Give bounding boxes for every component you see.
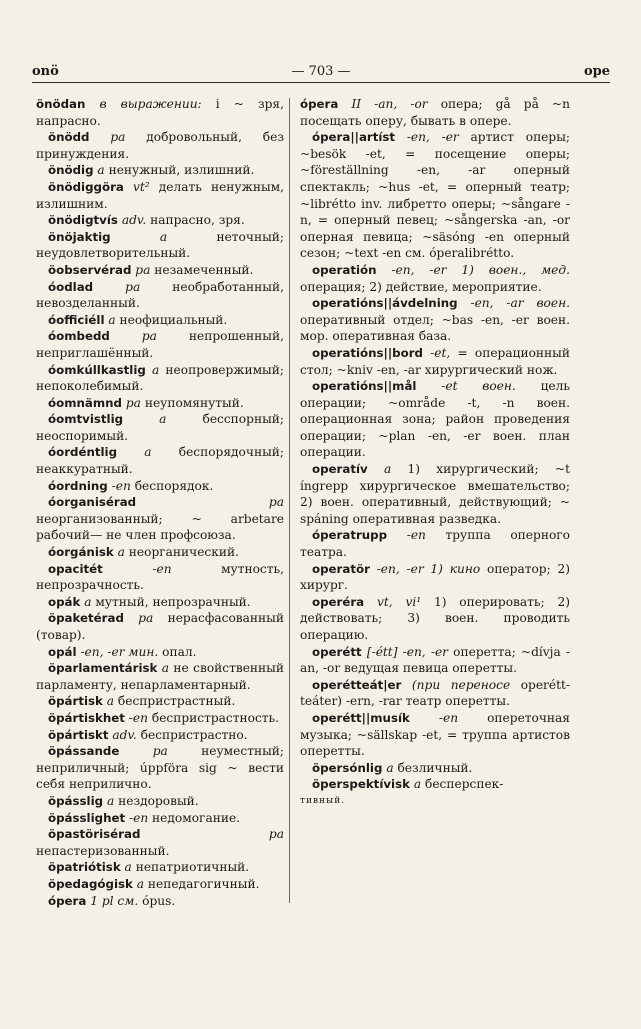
grammar-label: -en, -er 1) кино	[376, 561, 481, 576]
dictionary-entry	[300, 561, 570, 594]
grammar-label: pa	[110, 130, 126, 145]
definition: недомогание.	[148, 810, 241, 825]
dictionary-entry	[36, 162, 284, 179]
definition: беспристрастно.	[136, 727, 248, 742]
headword: operatív	[312, 462, 368, 477]
headword: óofficiéll	[48, 312, 105, 327]
headword: operatións||bord	[312, 345, 423, 360]
headword: önödiggöra	[48, 179, 124, 194]
dictionary-entry	[36, 129, 284, 162]
definition: опереточная музыка; ~sällskap -et, = труппа артистов оперетты.	[300, 710, 570, 759]
dictionary-entry	[300, 527, 570, 560]
headword: operétt||musík	[312, 710, 410, 725]
grammar-label: pa	[152, 744, 168, 759]
grammar-label: a	[159, 229, 168, 244]
definition: оперетта; ~dívja -an, -or ведущая певица оперетты.	[300, 644, 570, 676]
dictionary-entry	[36, 561, 284, 594]
definition: оператор; 2) хирург.	[300, 561, 570, 593]
grammar-label: -en	[128, 710, 148, 725]
grammar-label: a	[124, 860, 132, 875]
dictionary-entry	[36, 693, 284, 710]
dictionary-entry	[300, 96, 570, 129]
dictionary-entry	[36, 644, 284, 661]
headword: ópera||artíst	[312, 130, 396, 145]
grammar-label: a	[117, 545, 125, 560]
dictionary-entry	[36, 395, 284, 412]
definition: труппа оперного театра.	[300, 528, 571, 560]
headword: óomkúllkastlig	[48, 362, 146, 377]
headword: óorgánisk	[48, 545, 114, 560]
headword: óodlad	[48, 279, 94, 294]
dictionary-entry	[36, 229, 284, 262]
grammar-label: a	[161, 661, 170, 676]
headword: öpártiskt	[48, 727, 109, 742]
dictionary-entry	[300, 378, 570, 461]
definition: неорганизованный; ~ arbetare рабочий— не член профсоюза.	[36, 511, 284, 543]
headword: öpaketérad	[48, 611, 124, 626]
headword: önödig	[48, 163, 94, 178]
dictionary-entry	[36, 362, 284, 395]
definition: операция; 2) действие, мероприятие.	[300, 279, 542, 294]
dictionary-entry	[36, 793, 284, 810]
headword: öperspektívisk	[312, 777, 410, 792]
definition: неупомянутый.	[140, 395, 244, 410]
grammar-label: pa	[135, 262, 151, 277]
dictionary-entry	[36, 893, 284, 910]
headword: óomtvistlig	[48, 412, 124, 427]
grammar-label: pa	[125, 279, 141, 294]
definition: неофициальный.	[115, 312, 228, 327]
headword: operéra	[312, 594, 365, 609]
grammar-label: a	[386, 760, 394, 775]
dictionary-entry	[36, 411, 284, 444]
dictionary-entry	[300, 129, 570, 262]
definition: незамеченный.	[150, 262, 254, 277]
headword: önödigtvís	[48, 213, 118, 228]
dictionary-entry	[300, 594, 570, 644]
headword: óordéntlig	[48, 445, 118, 460]
grammar-label: a	[152, 362, 160, 377]
definition: оперативный отдел; ~bas -en, -er воен. мор. оперативная база.	[300, 312, 570, 344]
headword: óordning	[48, 478, 108, 493]
grammar-label: II -an, -or	[351, 97, 428, 111]
definition: operétt-teáter) -ern, -rar театр оперетты.	[300, 677, 571, 709]
grammar-label: -en	[406, 528, 426, 543]
definition: i ~ зря, напрасно.	[36, 97, 284, 128]
grammar-label: -en, -er	[406, 130, 459, 145]
dictionary-entry	[36, 478, 284, 495]
right-column	[300, 96, 570, 810]
definition: бесперспек-	[421, 777, 504, 792]
header-right-guideword: ope	[583, 64, 610, 79]
dictionary-entry	[300, 644, 570, 677]
definition: ненужный, излишний.	[104, 163, 255, 178]
definition: операционный стол; ~kniv -en, -ar хирургический нож.	[300, 345, 570, 377]
dictionary-entry	[36, 727, 284, 744]
grammar-label: pa	[141, 329, 157, 344]
headword: óorganisérad	[48, 495, 137, 510]
headword: operatör	[312, 561, 370, 576]
headword: öpatriótisk	[48, 860, 121, 875]
grammar-label: -en, -er мин.	[80, 644, 159, 659]
dictionary-entry	[36, 312, 284, 329]
grammar-label: -en	[129, 810, 149, 825]
headword: öpersónlig	[312, 760, 383, 775]
headword: öpássande	[48, 744, 120, 759]
grammar-label: a	[108, 312, 116, 327]
dictionary-entry	[36, 179, 284, 212]
headword: önödd	[48, 130, 90, 145]
dictionary-entry	[36, 859, 284, 876]
dictionary-entry	[36, 610, 284, 643]
definition: нездоровый.	[114, 793, 199, 808]
dictionary-entry	[36, 444, 284, 477]
headword: öpásslig	[48, 793, 104, 808]
header-rule	[32, 82, 610, 83]
grammar-label: -et, =	[430, 345, 468, 360]
definition: непатриотичный.	[131, 860, 250, 875]
grammar-label: a	[413, 777, 422, 792]
headword: operatión	[312, 262, 377, 277]
definition: непедагогичный.	[144, 876, 260, 891]
dictionary-entry	[36, 660, 284, 693]
grammar-label: [-étt] -en, -er	[366, 644, 448, 659]
definition: беспристрастный.	[114, 694, 236, 709]
grammar-label: pa	[138, 611, 154, 626]
headword: öpásslighet	[48, 810, 126, 825]
definition: артист оперы; ~besök -et, = посещение оперы; ~föreställning -en, -ar оперный спектакль; ~hus -et, = оперный театр; ~librétto inv. либретто оперы; ~sångare -n, = оперный певец; ~sångerska -an, -or оперная певица; ~säsóng -en оперный сезон; ~text -en см. óperalibrétto.	[300, 130, 571, 261]
headword: óombedd	[48, 329, 110, 344]
headword: opák	[48, 594, 81, 609]
dictionary-entry	[36, 826, 284, 859]
grammar-label: pa	[268, 495, 284, 510]
grammar-label: -en	[111, 478, 131, 493]
headword: önödan	[36, 97, 86, 111]
dictionary-entry	[36, 494, 284, 544]
grammar-label: adv.	[112, 727, 137, 742]
dictionary-entry	[36, 743, 284, 793]
headword: ópera	[300, 97, 339, 111]
grammar-label: -en	[438, 710, 459, 725]
dictionary-entry	[36, 262, 284, 279]
dictionary-entry	[36, 212, 284, 229]
headword: ópera	[48, 893, 87, 908]
headword: öpedagógisk	[48, 876, 133, 891]
dictionary-entry	[36, 810, 284, 827]
definition: беспристрастность.	[147, 710, 280, 725]
definition: беспорядок.	[130, 478, 214, 493]
definition: не свойственный парламенту, непарламентарный.	[36, 661, 284, 692]
grammar-label: pa	[125, 395, 141, 410]
definition: беспорядочный; неаккуратный.	[36, 445, 285, 477]
headword: öobservérad	[48, 262, 132, 277]
headword: önöjaktig	[48, 229, 111, 244]
definition: опера; gå på ~n посещать оперу, бывать в опере.	[300, 97, 570, 128]
dictionary-entry	[36, 96, 284, 129]
definition: бесспорный; неоспоримый.	[36, 412, 284, 443]
dictionary-entry	[300, 295, 570, 345]
headword: öpastörisérad	[48, 827, 141, 842]
headword: operétt	[312, 644, 362, 659]
dictionary-entry	[36, 544, 284, 561]
grammar-label: a	[383, 462, 392, 477]
grammar-label: pa	[268, 827, 284, 842]
definition: необработанный, невозделанный.	[36, 279, 284, 311]
definition: добровольный, без принуждения.	[36, 130, 284, 161]
definition: цель операции; ~område -t, -n воен. операционная зона; район проведения операции; ~plan -en, -er воен. план операции.	[300, 379, 570, 460]
grammar-label: a	[106, 793, 115, 808]
grammar-label: -en, -er 1) воен., мед.	[391, 262, 570, 277]
dictionary-entry	[300, 345, 570, 378]
dictionary-entry	[300, 710, 570, 760]
dictionary-entry	[300, 760, 570, 777]
grammar-label: -et воен.	[441, 379, 516, 394]
headword: opál	[48, 644, 77, 659]
definition: неточный; неудовлетворительный.	[36, 229, 284, 261]
headword: operatións||mål	[312, 379, 417, 394]
dictionary-entry	[36, 876, 284, 893]
dictionary-entry	[300, 461, 570, 527]
definition: напрасно, зря.	[146, 213, 245, 228]
dictionary-entry	[36, 710, 284, 727]
definition: мутность, непрозрачность.	[36, 561, 285, 593]
grammar-label: -en	[152, 561, 172, 576]
definition: мутный, непрозрачный.	[91, 594, 251, 609]
headword: öpártiskhet	[48, 710, 125, 725]
grammar-label: adv.	[121, 213, 147, 228]
definition: неуместный; неприличный; úppföra sig ~ вести себя неприлично.	[36, 744, 284, 792]
definition: неопровержимый; непоколебимый.	[36, 362, 284, 394]
dictionary-entry	[300, 776, 570, 793]
grammar-label: (при переносе	[411, 677, 511, 692]
grammar-label: a	[136, 876, 145, 891]
header-left-guideword: onö	[32, 64, 59, 79]
definition: опал.	[158, 644, 197, 659]
grammar-label: в выражении:	[99, 97, 202, 111]
grammar-label: a	[159, 412, 167, 427]
definition: ópus.	[138, 893, 176, 908]
grammar-label: a	[97, 163, 105, 178]
hyphenated-continuation: тивный.	[300, 795, 346, 806]
headword: öparlamentárisk	[48, 661, 158, 676]
grammar-label: a	[144, 445, 152, 460]
column-divider	[289, 98, 290, 903]
grammar-label: vt, vi¹	[376, 594, 422, 609]
dictionary-entry	[300, 262, 570, 295]
grammar-label: -en, -ar воен.	[470, 296, 571, 311]
headword: óperatrupp	[312, 528, 388, 543]
dictionary-entry	[300, 677, 570, 710]
dictionary-entry	[36, 279, 284, 312]
definition: непастеризованный.	[36, 843, 170, 858]
definition: нерасфасованный (товар).	[36, 611, 284, 642]
grammar-label: a	[84, 594, 92, 609]
definition: 1) оперировать; 2) действовать; 3) воен. проводить операцию.	[300, 594, 570, 642]
dictionary-entry	[36, 328, 284, 361]
headword: operatións||ávdelning	[312, 296, 458, 311]
grammar-label: 1 pl см.	[90, 893, 139, 908]
headword: operétteát|er	[312, 677, 402, 692]
definition: непрошенный, неприглашённый.	[36, 329, 284, 360]
grammar-label: a	[106, 694, 115, 709]
headword: öpártisk	[48, 694, 103, 709]
left-column	[36, 96, 284, 909]
definition: неорганический.	[124, 545, 239, 560]
definition: 1) хирургический; ~t íngrepp хирургическое вмешательство; 2) воен. оперативный, действующий; ~ spáning оперативная разведка.	[300, 462, 570, 526]
running-header	[32, 64, 610, 80]
definition: делать ненужным, излишним.	[36, 179, 284, 211]
headword: opacitét	[48, 561, 103, 576]
dictionary-entry	[36, 594, 284, 611]
definition: безличный.	[393, 760, 473, 775]
headword: óomnämnd	[48, 395, 122, 410]
grammar-label: vt²	[132, 179, 150, 194]
page-number: — 703 —	[291, 64, 351, 79]
